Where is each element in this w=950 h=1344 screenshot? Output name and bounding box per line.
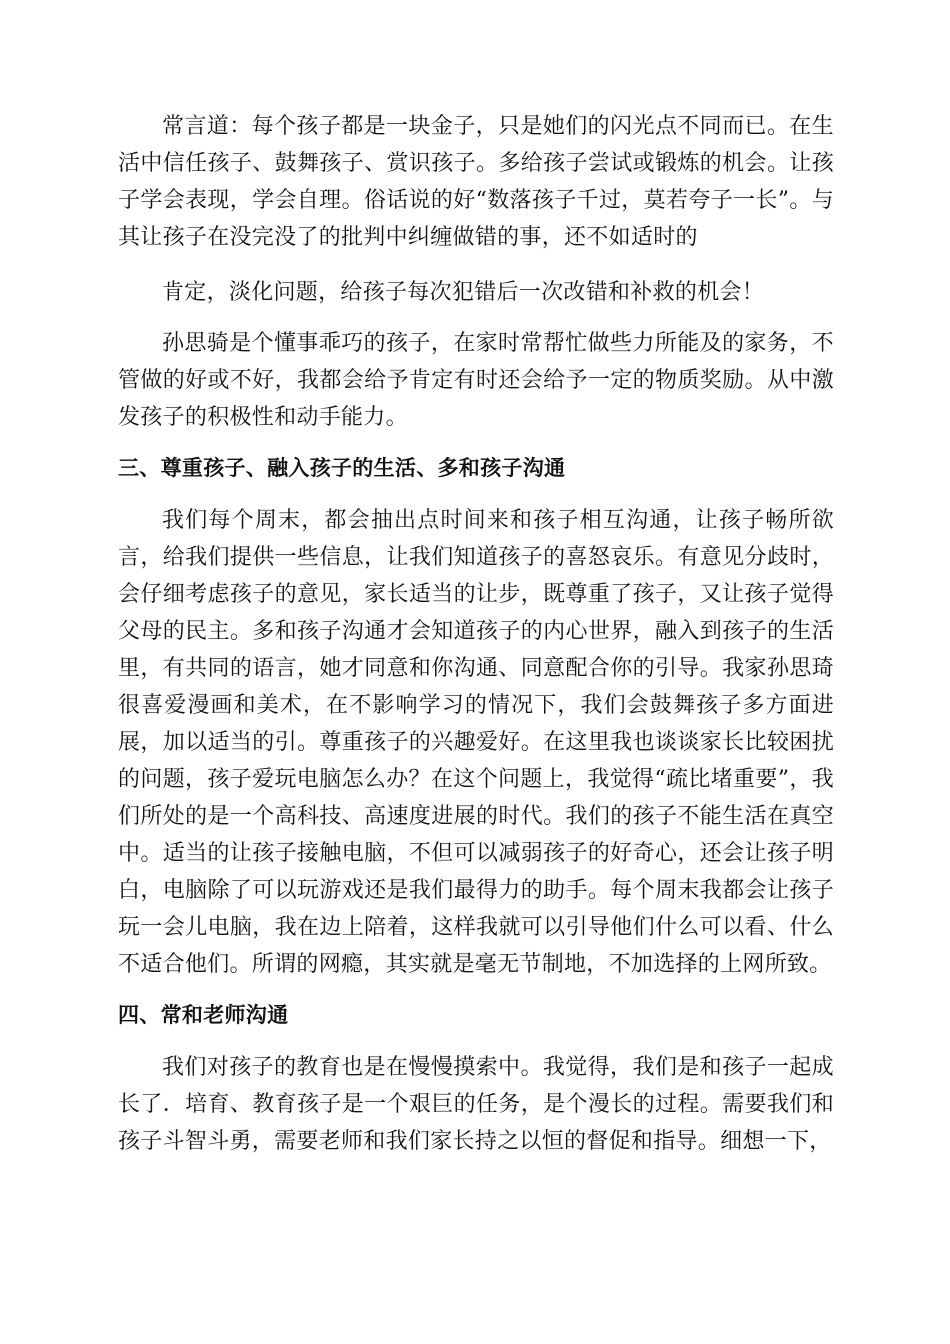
section-heading-respect-children: 三、尊重孩子、融入孩子的生活、多和孩子沟通 [118,456,566,480]
document-body [118,108,834,1178]
paragraph-education-exploration: 我们对孩子的教育也是在慢慢摸索中。我觉得，我们是和孩子一起成长了．培育、教育孩子是一个艰巨的任务，是个漫长的过程。需要我们和孩子斗智斗勇，需要老师和我们家长持之以恒的督促和指导。细想一下， [118,1055,834,1154]
section-heading-communicate-with-teachers: 四、常和老师沟通 [118,1003,289,1027]
paragraph-praise-continuation: 肯定，淡化问题，给孩子每次犯错后一次改错和补救的机会！ [162,280,765,305]
paragraph-weekend-communication: 我们每个周末，都会抽出点时间来和孩子相互沟通，让孩子畅所欲言，给我们提供一些信息，让我们知道孩子的喜怒哀乐。有意见分歧时，会仔细考虑孩子的意见，家长适当的让步，既尊重了孩子，又让孩子觉得父母的民主。多和孩子沟通才会知道孩子的内心世界，融入到孩子的生活里，有共同的语言，她才同意和你沟通、同意配合你的引导。我家孙思琦很喜爱漫画和美术，在不影响学习的情况下，我们会鼓舞孩子多方面进展，加以适当的引。尊重孩子的兴趣爱好。在这里我也谈谈家长比较困扰的问题，孩子爱玩电脑怎么办？在这个问题上，我觉得“疏比堵重要”，我们所处的是一个高科技、高速度进展的时代。我们的孩子不能生活在真空中。适当的让孩子接触电脑，不但可以减弱孩子的好奇心，还会让孩子明白，电脑除了可以玩游戏还是我们最得力的助手。每个周末我都会让孩子玩一会儿电脑，我在边上陪着，这样我就可以引导他们什么可以看、什么不适合他们。所谓的网瘾，其实就是毫无节制地，不加选择的上网所致。 [118,508,834,977]
paragraph-praise-intro: 常言道：每个孩子都是一块金子，只是她们的闪光点不同而已。在生活中信任孩子、鼓舞孩子、赏识孩子。多给孩子尝试或锻炼的机会。让孩子学会表现，学会自理。俗话说的好“数落孩子千过，莫若夸子一长”。与其让孩子在没完没了的批判中纠缠做错的事，还不如适时的 [118,114,834,250]
paragraph-household-chores: 孙思骑是个懂事乖巧的孩子，在家时常帮忙做些力所能及的家务，不管做的好或不好，我都会给予肯定有时还会给予一定的物质奖励。从中激发孩子的积极性和动手能力。 [118,331,834,430]
